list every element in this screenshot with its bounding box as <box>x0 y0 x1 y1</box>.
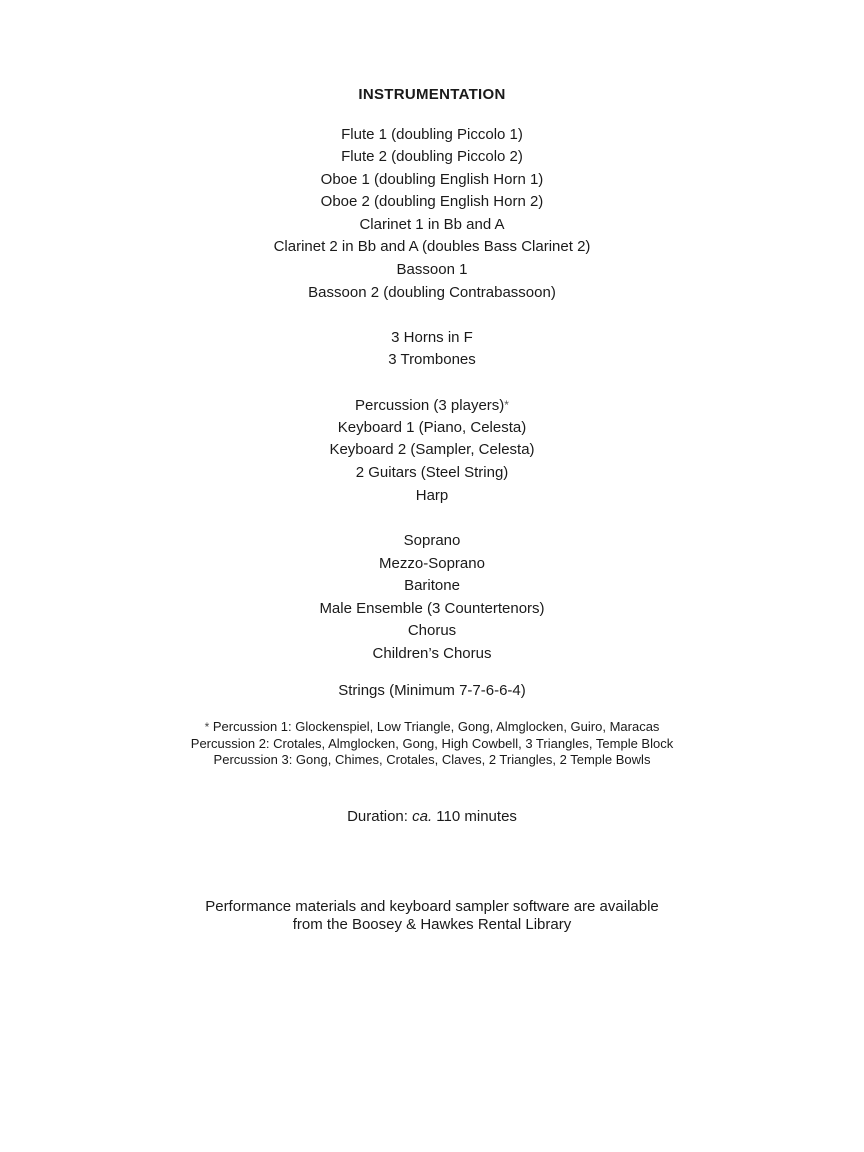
footnote-line: Percussion 3: Gong, Chimes, Crotales, Claves, 2 Triangles, 2 Temple Bowls <box>213 752 651 767</box>
strings-line: Strings (Minimum 7-7-6-6-4) <box>338 682 526 699</box>
instrument-line: Oboe 2 (doubling English Horn 2) <box>320 193 544 210</box>
instrument-line: 3 Horns in F <box>391 329 473 346</box>
footnote-text: Percussion 1: Glockenspiel, Low Triangle, Gong, Almglocken, Guiro, Maracas <box>212 719 660 734</box>
instrument-line: Bassoon 1 <box>396 261 468 278</box>
voice-line: Baritone <box>404 577 460 594</box>
footnote-marker: * <box>204 720 210 734</box>
footnote-marker: * <box>504 398 509 412</box>
instrument-line: Flute 2 (doubling Piccolo 2) <box>341 148 523 165</box>
voice-line: Children’s Chorus <box>372 645 492 662</box>
instrument-line: Oboe 1 (doubling English Horn 1) <box>320 171 544 188</box>
instrument-line: Harp <box>415 487 449 504</box>
percussion-line <box>0 396 864 415</box>
instrument-line: Keyboard 2 (Sampler, Celesta) <box>329 441 535 458</box>
duration-line <box>0 808 864 826</box>
voice-line: Mezzo-Soprano <box>379 555 485 572</box>
instrument-line: Bassoon 2 (doubling Contrabassoon) <box>308 284 556 301</box>
voice-line: Male Ensemble (3 Countertenors) <box>319 600 545 617</box>
instrument-line: Flute 1 (doubling Piccolo 1) <box>341 126 523 143</box>
footnote-line: Percussion 2: Crotales, Almglocken, Gong, High Cowbell, 3 Triangles, Temple Block <box>190 736 674 751</box>
instrument-line: Keyboard 1 (Piano, Celesta) <box>337 419 527 436</box>
duration-approx: ca. <box>412 808 433 825</box>
instrument-line: Clarinet 1 in Bb and A <box>359 216 505 233</box>
instrument-line: 2 Guitars (Steel String) <box>355 464 509 481</box>
page-title: INSTRUMENTATION <box>358 86 506 103</box>
footer-line: from the Boosey & Hawkes Rental Library <box>292 916 572 933</box>
footnote-line <box>0 719 864 735</box>
voice-line: Soprano <box>403 532 461 549</box>
instrument-line: 3 Trombones <box>388 351 476 368</box>
voice-line: Chorus <box>407 622 457 639</box>
instrument-line: Clarinet 2 in Bb and A (doubles Bass Clarinet 2) <box>273 238 591 255</box>
duration-value: 110 minutes <box>432 808 517 825</box>
percussion-label: Percussion (3 players) <box>355 397 505 414</box>
footer-line: Performance materials and keyboard sampler software are available <box>205 898 659 915</box>
duration-label: Duration: <box>347 808 413 825</box>
